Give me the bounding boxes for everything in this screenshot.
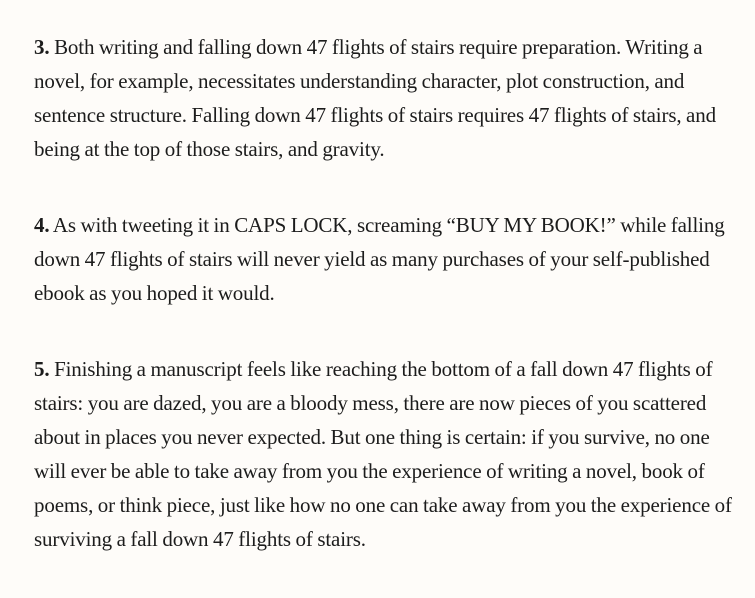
item-number: 5. <box>34 357 50 381</box>
item-number: 3. <box>34 35 50 59</box>
article-body <box>34 30 736 598</box>
item-text: As with tweeting it in CAPS LOCK, screaming “BUY MY BOOK!” while falling down 47 flights of stairs will never yield as many purchases of your self-published ebook as you hoped it would. <box>34 213 725 305</box>
item-text: Both writing and falling down 47 flights of stairs require preparation. Writing a novel, for example, necessitates understanding character, plot construction, and sentence structure. Falling down 47 flights of stairs requires 47 flights of stairs, and being at the top of those stairs, and gravity. <box>34 35 716 161</box>
list-item <box>34 30 736 166</box>
item-number: 4. <box>34 213 50 237</box>
item-text: Finishing a manuscript feels like reaching the bottom of a fall down 47 flights of stairs: you are dazed, you are a bloody mess, there are now pieces of you scattered about in places you never expected. But one thing is certain: if you survive, no one will ever be able to take away from you the experience of writing a novel, book of poems, or think piece, just like how no one can take away from you the experience of surviving a fall down 47 flights of stairs. <box>34 357 732 551</box>
list-item <box>34 352 736 556</box>
list-item <box>34 208 736 310</box>
